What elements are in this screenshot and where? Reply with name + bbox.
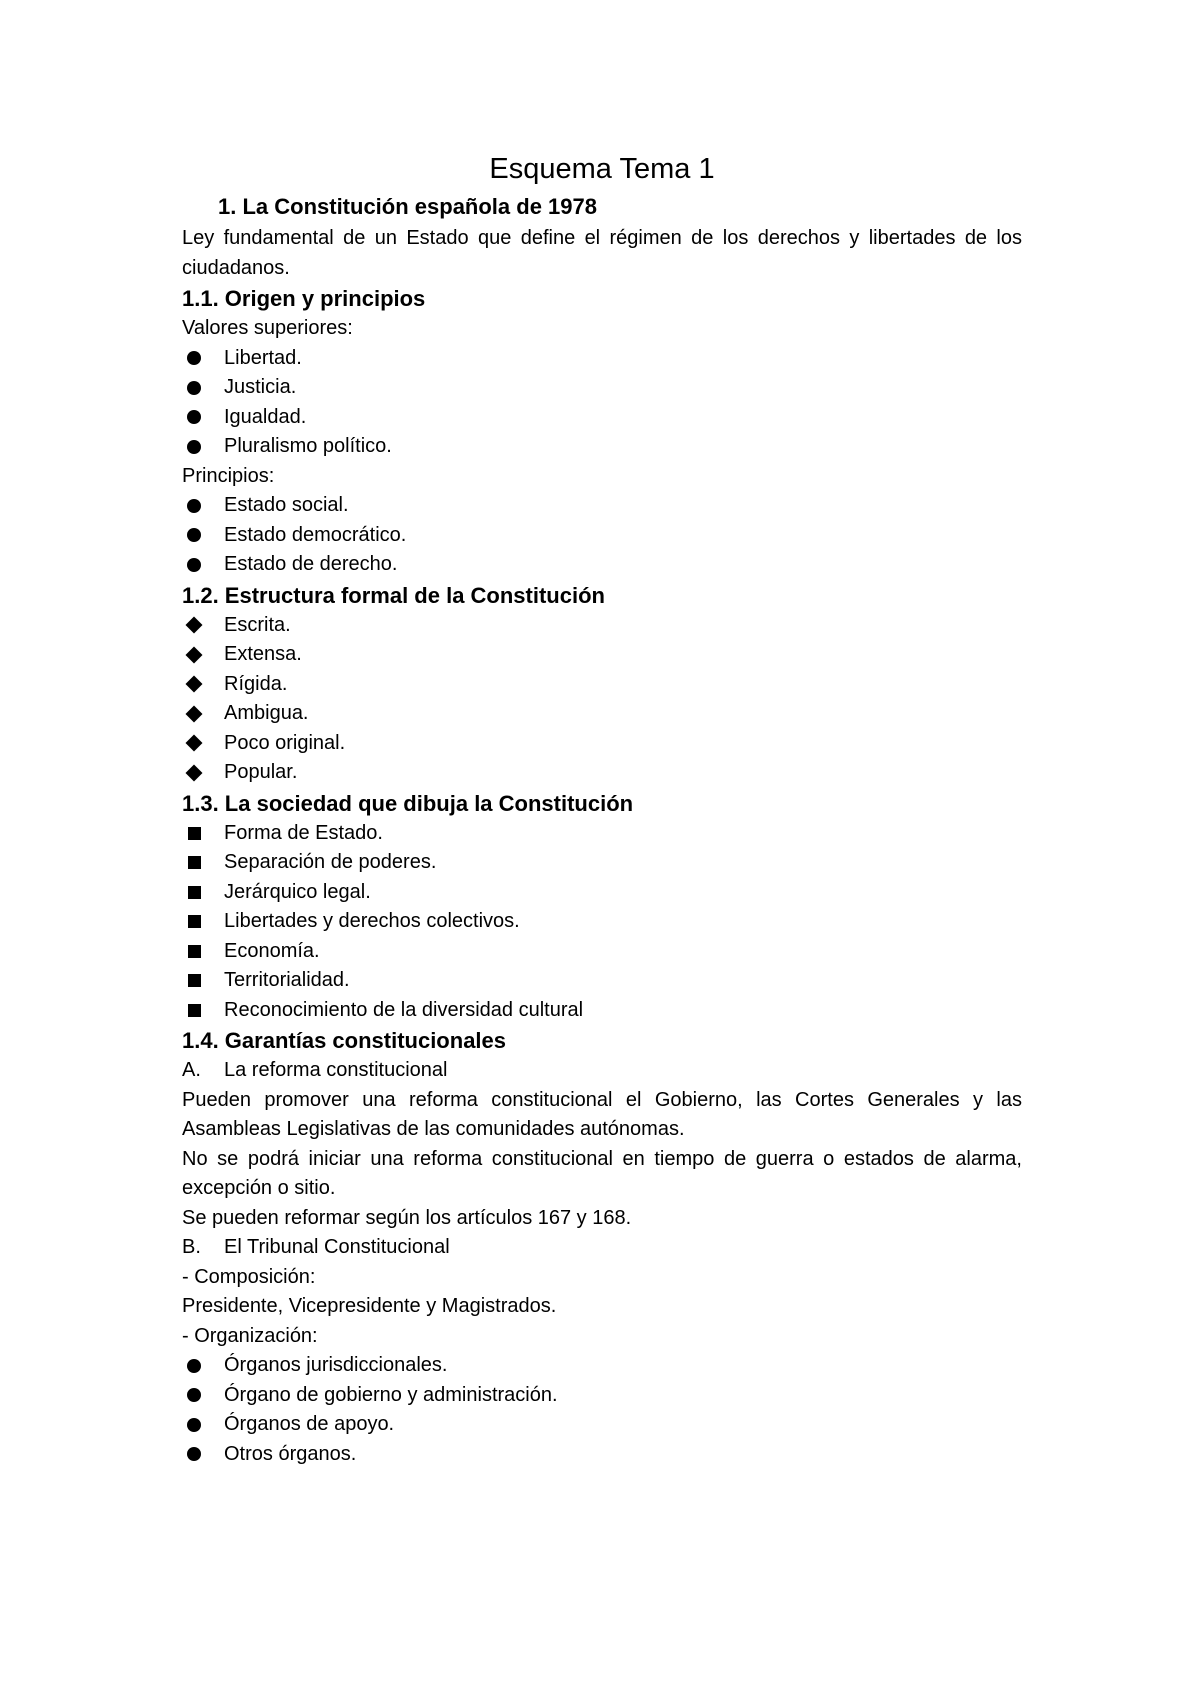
bullet-dot-icon: [184, 491, 204, 521]
composition-label: - Composición:: [182, 1265, 316, 1288]
list-item: Estado de derecho.: [182, 550, 1022, 580]
reform-paragraph-3: Se pueden reformar según los artículos 167 y 168.: [182, 1206, 632, 1229]
section-1-1-heading: 1.1. Origen y principios: [182, 286, 426, 311]
subsection-a-title: A. La reforma constitucional: [182, 1056, 1022, 1086]
list-item: Otros órganos.: [182, 1440, 1022, 1470]
values-label: Valores superiores:: [182, 317, 353, 339]
list-item: Poco original.: [182, 729, 1022, 759]
bullet-dot-icon: [184, 1351, 204, 1381]
bullet-dot-icon: [184, 521, 204, 551]
society-list: [182, 819, 1022, 1026]
list-item: Ambigua.: [182, 699, 1022, 729]
composition-text: Presidente, Vicepresidente y Magistrados.: [182, 1295, 557, 1317]
bullet-square-icon: [184, 819, 204, 849]
list-item: Órganos de apoyo.: [182, 1410, 1022, 1440]
bullet-dot-icon: [184, 550, 204, 580]
bullet-diamond-icon: [184, 699, 204, 729]
list-item: Extensa.: [182, 640, 1022, 670]
organization-list: [182, 1351, 1022, 1469]
list-item: Rígida.: [182, 670, 1022, 700]
bullet-dot-icon: [184, 1410, 204, 1440]
list-item: Escrita.: [182, 611, 1022, 641]
principles-label: Principios:: [182, 464, 275, 487]
values-list: [182, 344, 1022, 462]
list-item: Igualdad.: [182, 403, 1022, 433]
bullet-square-icon: [184, 848, 204, 878]
bullet-square-icon: [184, 878, 204, 908]
bullet-dot-icon: [184, 344, 204, 374]
reform-paragraph-2: No se podrá iniciar una reforma constitucional en tiempo de guerra o estados de alarma, excepción o sitio.: [182, 1147, 1022, 1199]
subsection-a-letter: A.: [182, 1059, 201, 1081]
list-item: Reconocimiento de la diversidad cultural: [182, 996, 1022, 1026]
section-1-text: Ley fundamental de un Estado que define el régimen de los derechos y libertades de los ciudadanos.: [182, 227, 1022, 279]
list-item: Separación de poderes.: [182, 848, 1022, 878]
list-item: Forma de Estado.: [182, 819, 1022, 849]
principles-list: [182, 491, 1022, 580]
bullet-dot-icon: [184, 1440, 204, 1470]
document-content: [182, 150, 1022, 1469]
list-item: Estado democrático.: [182, 521, 1022, 551]
bullet-square-icon: [184, 907, 204, 937]
list-item: Órgano de gobierno y administración.: [182, 1381, 1022, 1411]
bullet-diamond-icon: [184, 729, 204, 759]
reform-paragraph-1: Pueden promover una reforma constitucional el Gobierno, las Cortes Generales y las Asambleas Legislativas de las comunidades autónomas.: [182, 1088, 1022, 1140]
bullet-dot-icon: [184, 432, 204, 462]
bullet-dot-icon: [184, 403, 204, 433]
list-item: Libertades y derechos colectivos.: [182, 907, 1022, 937]
bullet-square-icon: [184, 966, 204, 996]
subsection-b-letter: B.: [182, 1236, 201, 1258]
section-1-4-heading: 1.4. Garantías constitucionales: [182, 1028, 507, 1053]
list-item: Popular.: [182, 758, 1022, 788]
list-item: Libertad.: [182, 344, 1022, 374]
bullet-diamond-icon: [184, 758, 204, 788]
list-item: Órganos jurisdiccionales.: [182, 1351, 1022, 1381]
section-1-2-heading: 1.2. Estructura formal de la Constitución: [182, 582, 605, 608]
section-1-3-heading: 1.3. La sociedad que dibuja la Constitución: [182, 790, 634, 816]
list-item: Economía.: [182, 937, 1022, 967]
bullet-dot-icon: [184, 1381, 204, 1411]
bullet-square-icon: [184, 996, 204, 1026]
bullet-diamond-icon: [184, 611, 204, 641]
subsection-b-title: B. El Tribunal Constitucional: [182, 1233, 1022, 1263]
section-1-heading: 1. La Constitución española de 1978: [218, 194, 597, 219]
bullet-diamond-icon: [184, 640, 204, 670]
list-item: Territorialidad.: [182, 966, 1022, 996]
document-title: Esquema Tema 1: [489, 153, 715, 185]
structure-list: [182, 611, 1022, 788]
bullet-diamond-icon: [184, 670, 204, 700]
list-item: Estado social.: [182, 491, 1022, 521]
list-item: Pluralismo político.: [182, 432, 1022, 462]
organization-label: - Organización:: [182, 1324, 318, 1347]
list-item: Justicia.: [182, 373, 1022, 403]
bullet-dot-icon: [184, 373, 204, 403]
list-item: Jerárquico legal.: [182, 878, 1022, 908]
bullet-square-icon: [184, 937, 204, 967]
